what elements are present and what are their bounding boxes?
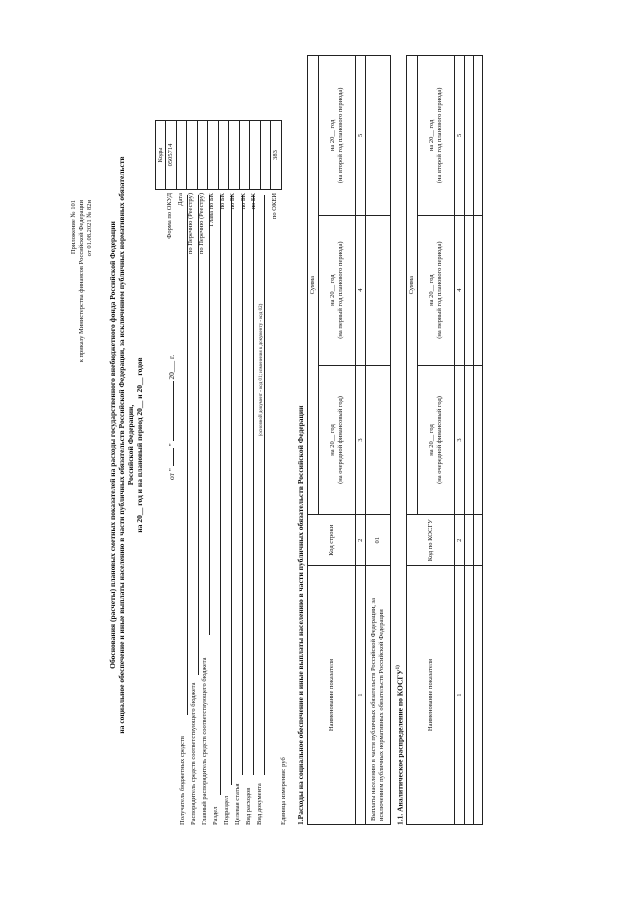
label-okei: по ОКЕИ: [271, 193, 278, 220]
s1-num-1: 1: [356, 566, 366, 825]
s11-row-val3-1[interactable]: [465, 56, 474, 216]
title-line-1: Обоснования (расчеты) плановых сметных показателей на расходы государственного внебюджетного фонда Российской Федерации: [108, 221, 117, 669]
label-registry-2: по Перечню (Реестру): [197, 193, 205, 255]
s11-row-val2-1[interactable]: [465, 215, 474, 365]
s1-row1-code: 01: [366, 515, 391, 566]
s1-num-4: 4: [356, 215, 366, 365]
s11-num-1: 1: [455, 566, 465, 825]
code-okei: 383: [271, 121, 282, 190]
codes-header: Коды: [156, 121, 166, 190]
form-title: [108, 105, 144, 785]
s11-num-4: 4: [455, 215, 465, 365]
label-registry-1: по Перечню (Реестру): [187, 193, 194, 255]
label-date: Дата: [176, 193, 184, 206]
date-quote: ": [167, 443, 176, 447]
s11-row-val2-2[interactable]: [474, 215, 483, 365]
label-bk-1: по БК: [218, 193, 226, 210]
annex-order: к приказу Министерства финансов Российской Федерации: [78, 200, 85, 363]
section-1-1-title: [394, 425, 405, 825]
field-chief-distributor: Главный распорядитель средств соответствующего бюджета: [201, 657, 208, 825]
s1-row1-val1[interactable]: [366, 365, 391, 515]
code-registry-1: [187, 121, 198, 190]
section-1-title: 1.Расходы на социальное обеспечение и иные выплаты населению в части публичных обязательств Российской Федерации: [296, 405, 305, 825]
codes-table: [155, 120, 282, 190]
s11-row-val3-2[interactable]: [474, 56, 483, 216]
s1-row1-val3[interactable]: [366, 56, 391, 216]
s11-num-3: 3: [455, 365, 465, 515]
code-chapter: [208, 121, 219, 190]
s1-row1-val2[interactable]: [366, 215, 391, 365]
s1-col-name: Наименование показателя: [308, 566, 356, 825]
title-line-2: на социальное обеспечение и иные выплаты населению в части публичных обязательств Российской Федерации, за исключением публичных нормативных обязательств: [117, 156, 126, 734]
field-recipient: Получатель бюджетных средств: [179, 736, 186, 825]
s1-num-3: 3: [356, 365, 366, 515]
s11-row-code-1[interactable]: [465, 515, 474, 566]
s1-row1-name: Выплаты населению в части публичных обязательств Российской Федерации, за исключением публичных нормативных обязательств Российской Федерации: [366, 566, 391, 825]
section-1-table: [307, 55, 391, 825]
code-bk-4: [250, 121, 261, 190]
s1-col-sum: Сумма: [308, 56, 319, 515]
section-1-1-title-text: 1.1. Аналитическое распределение по КОСГУ: [395, 669, 405, 825]
s11-row-name-1[interactable]: [465, 566, 474, 825]
s11-row-code-2[interactable]: [474, 515, 483, 566]
field-section: Раздел: [212, 806, 219, 825]
label-chapter-bk: Глава по БК: [208, 193, 215, 227]
field-expense-type: Вид расходов: [245, 787, 252, 825]
label-blank: [261, 193, 272, 275]
annex-date: от 01.08.2021 № 82н: [86, 200, 93, 257]
label-bk-4: по БК: [250, 193, 257, 210]
date-prefix: от ": [167, 468, 176, 480]
s11-col-code: Код по КОСГУ: [407, 515, 455, 566]
field-distributor: Распорядитель средств соответствующего бюджета: [190, 682, 197, 825]
s11-col-name: Наименование показателя: [407, 566, 455, 825]
s1-year-2: на 20__ год (на первый год планового периода): [319, 215, 356, 365]
s11-col-sum: Сумма: [407, 56, 418, 515]
s1-col-code: Код строки: [308, 515, 356, 566]
field-unit: Единица измерения: руб: [280, 757, 287, 825]
codes-labels: [166, 193, 282, 275]
annex-number: Приложение № 101: [70, 200, 77, 255]
s11-row-val1-1[interactable]: [465, 365, 474, 515]
s11-year-2: на 20__ год (на первый год планового периода): [418, 215, 455, 365]
label-bk-3: по БК: [239, 193, 247, 210]
code-bk-1: [218, 121, 229, 190]
s11-row-name-2[interactable]: [474, 566, 483, 825]
code-blank: [260, 121, 271, 190]
s1-num-2: 2: [356, 515, 366, 566]
section-1-1-table: [406, 55, 483, 825]
date-year: 20___ г.: [167, 354, 176, 380]
code-date: [176, 121, 187, 190]
s11-year-3: на 20__ год (на второй год планового периода): [418, 56, 455, 216]
s1-num-5: 5: [356, 56, 366, 216]
s11-num-2: 2: [455, 515, 465, 566]
s11-year-1: на 20__ год (на очередной финансовый год): [418, 365, 455, 515]
label-okud: Форма по ОКУД: [166, 193, 173, 239]
title-line-4: на 20__ год и на плановый период 20__ и 20__ годов: [135, 357, 144, 533]
field-target-article: Целевая статья: [234, 783, 241, 825]
s1-year-1: на 20__ год (на очередной финансовый год): [319, 365, 356, 515]
s11-row-val1-2[interactable]: [474, 365, 483, 515]
code-bk-2: [229, 121, 240, 190]
annex-header: [70, 200, 94, 500]
section-1-1-footnote: 1): [396, 665, 401, 670]
title-line-3: Российской Федерации,: [126, 404, 135, 486]
code-okud: 0505714: [166, 121, 177, 190]
s1-year-3: на 20__ год (на второй год планового периода): [319, 56, 356, 216]
field-subsection: Подраздел: [223, 795, 230, 825]
code-bk-3: [239, 121, 250, 190]
code-registry-2: [197, 121, 208, 190]
date-note: (основной документ - код 01; изменения к документу - код 02): [259, 303, 264, 437]
field-doc-type: Вид документа: [256, 783, 263, 825]
date-line: [167, 240, 176, 480]
label-bk-2: по БК: [229, 193, 236, 210]
s11-num-5: 5: [455, 56, 465, 216]
